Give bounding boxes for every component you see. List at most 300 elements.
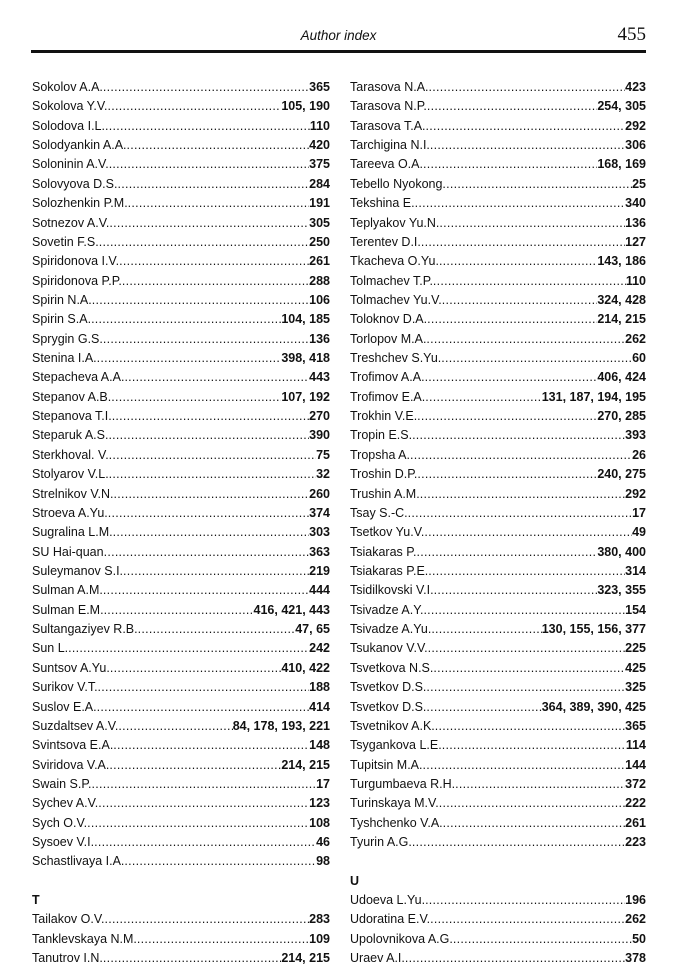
index-entry: [32, 775, 330, 794]
author-name: Sulman E.M.: [32, 602, 104, 617]
dot-leader: [435, 717, 625, 736]
index-entry: [350, 155, 646, 174]
index-entry: [32, 252, 330, 271]
author-name: Sokolov A.A.: [32, 80, 103, 94]
index-entry: [32, 814, 330, 833]
page-references: 262: [625, 912, 646, 927]
author-name: Trokhin V.E.: [350, 409, 418, 424]
author-name: Swain S.P.: [32, 776, 92, 791]
page-references: 188: [309, 680, 330, 695]
index-entry: [350, 465, 646, 484]
author-name: Strelnikov V.N.: [32, 486, 114, 501]
dot-leader: [428, 639, 626, 658]
index-entry: [350, 523, 646, 542]
page-references: 363: [309, 544, 330, 559]
dot-leader: [412, 426, 625, 445]
page-references: 104, 185: [281, 312, 330, 327]
dot-leader: [429, 78, 626, 97]
page-references: 17: [316, 776, 330, 791]
author-name: Trushin A.M.: [350, 486, 420, 501]
page-references: 324, 428: [597, 292, 646, 307]
author-name: Stroeva A.Yu.: [32, 505, 108, 520]
author-name: Toloknov D.A.: [350, 312, 428, 327]
dot-leader: [105, 910, 310, 929]
dot-leader: [420, 485, 625, 504]
page-references: 340: [625, 196, 646, 211]
index-entry: [350, 833, 646, 852]
author-name: Tanklevskaya N.M.: [32, 931, 137, 946]
index-entry: [350, 601, 646, 620]
section-gap: [350, 852, 646, 871]
dot-leader: [433, 272, 626, 291]
author-name: Trofimov A.A.: [350, 370, 425, 385]
dot-leader: [122, 272, 309, 291]
author-name: Tebello Nyokong: [350, 176, 443, 191]
index-entry: [32, 310, 330, 329]
dot-leader: [124, 368, 309, 387]
page-references: 261: [625, 815, 646, 830]
page-references: 26: [632, 447, 646, 462]
author-name: Tsiakaras P.E.: [350, 563, 429, 578]
page-references: 323, 355: [597, 583, 646, 598]
index-entry: [350, 756, 646, 775]
dot-leader: [99, 233, 309, 252]
author-name: Spiridonova I.V.: [32, 254, 120, 269]
author-name: Teplyakov Yu.N.: [350, 215, 440, 230]
dot-leader: [104, 601, 254, 620]
index-column-left: [32, 78, 330, 969]
page-references: 222: [625, 796, 646, 811]
author-name: Tupitsin M.A.: [350, 757, 423, 772]
dot-leader: [128, 194, 309, 213]
page-references: 372: [625, 776, 646, 791]
index-entry: [32, 833, 330, 852]
index-entry: [32, 930, 330, 949]
author-name: Sotnezov A.V.: [32, 215, 110, 230]
author-name: Stepacheva A.A.: [32, 370, 125, 385]
index-entry: [350, 639, 646, 658]
page-references: 225: [625, 641, 646, 656]
author-name: Solodova I.L.: [32, 118, 105, 133]
page-references: 46: [316, 835, 330, 850]
author-name: Sugralina L.M.: [32, 525, 113, 540]
page-references: 47, 65: [295, 622, 330, 637]
index-entry: [32, 388, 330, 407]
index-entry: [350, 949, 646, 968]
dot-leader: [426, 698, 541, 717]
page-references: 314: [625, 563, 646, 578]
index-entry: [32, 485, 330, 504]
index-entry: [350, 775, 646, 794]
dot-leader: [97, 698, 310, 717]
index-entry: [350, 910, 646, 929]
page-references: 214, 215: [281, 757, 330, 772]
author-name: Turinskaya M.V.: [350, 796, 439, 811]
dot-leader: [433, 659, 625, 678]
dot-leader: [94, 833, 316, 852]
author-name: Tsvetnikov A.K.: [350, 718, 435, 733]
author-name: Torlopov M.A.: [350, 331, 427, 346]
page-references: 223: [625, 835, 646, 850]
page-references: 365: [625, 718, 646, 733]
author-name: Tekshina E.: [350, 196, 415, 211]
page-references: 262: [625, 331, 646, 346]
dot-leader: [112, 407, 309, 426]
index-entry: [32, 678, 330, 697]
index-entry: [350, 117, 646, 136]
index-entry: [32, 194, 330, 213]
page-references: 105, 190: [281, 99, 330, 114]
dot-leader: [442, 175, 632, 194]
dot-leader: [92, 291, 309, 310]
dot-leader: [416, 543, 597, 562]
index-entry: [350, 252, 646, 271]
author-name: Suntsov A.Yu.: [32, 660, 110, 675]
author-name: Suslov E.A.: [32, 699, 97, 714]
author-name: Tarasova N.A.: [350, 80, 429, 94]
index-entry: [32, 756, 330, 775]
author-name: SU Hai-quan: [32, 544, 104, 559]
index-entry: [32, 910, 330, 929]
dot-leader: [423, 155, 597, 174]
dot-leader: [103, 78, 309, 97]
author-name: Surikov V.T.: [32, 680, 98, 695]
index-entry: [32, 78, 330, 97]
index-entry: [32, 465, 330, 484]
author-name: Solozhenkin P.M.: [32, 196, 128, 211]
page-references: 196: [625, 893, 646, 908]
author-name: Suzdaltsev A.V.: [32, 718, 119, 733]
dot-leader: [111, 388, 281, 407]
page-references: 364, 389, 390, 425: [541, 699, 646, 714]
index-entry: [32, 949, 330, 968]
dot-leader: [412, 833, 625, 852]
dot-leader: [98, 678, 310, 697]
dot-leader: [137, 930, 309, 949]
author-name: Sych O.V.: [32, 815, 88, 830]
index-entry: [350, 194, 646, 213]
page-references: 254, 305: [597, 99, 646, 114]
index-entry: [350, 678, 646, 697]
page-references: 425: [625, 660, 646, 675]
author-name: Tyurin A.G.: [350, 835, 412, 850]
page-references: 250: [309, 234, 330, 249]
section-gap: [32, 872, 330, 891]
page-references: 423: [625, 80, 646, 94]
author-name: Turgumbaeva R.H.: [350, 776, 456, 791]
index-entry: [350, 426, 646, 445]
page-references: 32: [316, 467, 330, 482]
page-references: 375: [309, 157, 330, 172]
index-entry: [32, 136, 330, 155]
author-name: Upolovnikova A.G.: [350, 931, 453, 946]
page-references: 303: [309, 525, 330, 540]
index-entry: [350, 504, 646, 523]
dot-leader: [113, 736, 309, 755]
dot-leader: [455, 775, 625, 794]
dot-leader: [428, 562, 625, 581]
dot-leader: [439, 214, 625, 233]
page-references: 136: [309, 331, 330, 346]
dot-leader: [103, 581, 309, 600]
index-entry: [32, 620, 330, 639]
dot-leader: [427, 97, 597, 116]
dot-leader: [431, 620, 541, 639]
author-name: Tolmachev T.P.: [350, 273, 433, 288]
index-entry: [350, 330, 646, 349]
index-entry: [350, 175, 646, 194]
author-name: Soloninin A.V.: [32, 157, 109, 172]
dot-leader: [123, 562, 309, 581]
author-name: Stepanova T.I.: [32, 409, 112, 424]
author-name: Svintsova E.A.: [32, 738, 114, 753]
page-number: 455: [617, 24, 646, 45]
index-entry: [350, 930, 646, 949]
index-entry: [350, 562, 646, 581]
author-name: Tropsha A.: [350, 447, 410, 462]
page-references: 393: [625, 428, 646, 443]
author-name: Suleymanov S.I.: [32, 563, 124, 578]
dot-leader: [417, 465, 597, 484]
author-name: Tarasova N.P.: [350, 99, 427, 114]
page-references: 325: [625, 680, 646, 695]
dot-leader: [138, 620, 296, 639]
index-entry: [32, 233, 330, 252]
page-references: 398, 418: [281, 351, 330, 366]
page-references: 109: [309, 931, 330, 946]
index-entry: [32, 581, 330, 600]
index-entry: [350, 97, 646, 116]
index-entry: [350, 388, 646, 407]
dot-leader: [410, 446, 632, 465]
page-references: 365: [309, 80, 330, 94]
index-entry: [350, 620, 646, 639]
author-name: Stepanov A.B.: [32, 389, 112, 404]
dot-leader: [430, 910, 625, 929]
page-references: 270: [309, 409, 330, 424]
author-name: Tolmachev Yu.V.: [350, 292, 442, 307]
page-references: 214, 215: [597, 312, 646, 327]
index-entry: [32, 601, 330, 620]
author-name: Tsivadze A.Y.: [350, 602, 424, 617]
index-entry: [350, 736, 646, 755]
author-name: Tsvetkov D.S.: [350, 680, 427, 695]
dot-leader: [426, 330, 625, 349]
dot-leader: [439, 252, 597, 271]
page-references: 98: [316, 854, 330, 869]
author-name: Sovetin F.S.: [32, 234, 99, 249]
author-name: Uraev A.I.: [350, 951, 405, 966]
index-entry: [32, 175, 330, 194]
dot-leader: [408, 504, 632, 523]
author-name: Tailakov O.V.: [32, 912, 105, 927]
index-entry: [32, 214, 330, 233]
index-entry: [32, 349, 330, 368]
page-references: 292: [625, 486, 646, 501]
dot-leader: [422, 756, 625, 775]
index-entry: [350, 717, 646, 736]
author-name: Spirin N.A.: [32, 292, 92, 307]
page-references: 108: [309, 815, 330, 830]
index-entry: [32, 117, 330, 136]
dot-leader: [109, 155, 309, 174]
page-references: 49: [632, 525, 646, 540]
author-name: Sviridova V.A.: [32, 757, 110, 772]
author-name: Stenina I.A.: [32, 351, 97, 366]
dot-leader: [442, 736, 626, 755]
dot-leader: [425, 388, 541, 407]
page-references: 214, 215: [281, 951, 330, 966]
dot-leader: [124, 852, 316, 871]
dot-leader: [105, 117, 310, 136]
dot-leader: [405, 949, 625, 968]
dot-leader: [98, 794, 309, 813]
page-references: 84, 178, 193, 221: [232, 718, 330, 733]
dot-leader: [104, 543, 310, 562]
author-name: Tsidilkovski V.I.: [350, 583, 434, 598]
author-name: Tsay S.-C.: [350, 505, 408, 520]
index-entry: [32, 407, 330, 426]
author-name: Stolyarov V.L.: [32, 467, 109, 482]
section-letter-u: U: [350, 873, 360, 888]
author-name: Terentev D.I.: [350, 234, 421, 249]
dot-leader: [439, 794, 625, 813]
dot-leader: [68, 639, 309, 658]
page-references: 168, 169: [597, 157, 646, 172]
page-references: 219: [309, 563, 330, 578]
page-references: 25: [632, 176, 646, 191]
page-references: 390: [309, 428, 330, 443]
index-entry: [32, 543, 330, 562]
page-references: 191: [309, 196, 330, 211]
index-entry: [350, 368, 646, 387]
author-name: Treshchev S.Yu.: [350, 351, 442, 366]
author-name: Steparuk A.S.: [32, 428, 109, 443]
page-references: 420: [309, 138, 330, 153]
page-references: 305: [309, 215, 330, 230]
index-entry: [350, 814, 646, 833]
page-references: 406, 424: [597, 370, 646, 385]
dot-leader: [108, 97, 282, 116]
page-references: 50: [632, 931, 646, 946]
index-entry: [350, 310, 646, 329]
author-name: Spiridonova P.P.: [32, 273, 122, 288]
index-entry: [32, 330, 330, 349]
author-name: Tyshchenko V.A.: [350, 815, 443, 830]
dot-leader: [109, 756, 281, 775]
author-name: Spirin S.A.: [32, 312, 92, 327]
page-references: 144: [625, 757, 646, 772]
index-entry: [32, 794, 330, 813]
dot-leader: [87, 814, 309, 833]
author-name: Udoeva L.Yu.: [350, 893, 426, 908]
index-entry: [350, 214, 646, 233]
index-entry: [32, 272, 330, 291]
dot-leader: [117, 175, 309, 194]
dot-leader: [103, 330, 309, 349]
author-name: Solovyova D.S.: [32, 176, 118, 191]
dot-leader: [424, 523, 632, 542]
page-references: 242: [309, 641, 330, 656]
page-references: 416, 421, 443: [253, 602, 330, 617]
page-references: 270, 285: [597, 409, 646, 424]
author-name: Tkacheva O.Yu.: [350, 254, 439, 269]
dot-leader: [423, 601, 625, 620]
author-name: Sysoev V.I.: [32, 835, 95, 850]
index-entry: [350, 272, 646, 291]
index-entry: [32, 852, 330, 871]
page-references: 130, 155, 156, 377: [541, 622, 646, 637]
page-references: 114: [625, 738, 646, 753]
index-column-right: [350, 78, 646, 969]
page-references: 410, 422: [281, 660, 330, 675]
author-name: Sterkhoval. V.: [32, 447, 109, 462]
author-name: Tarasova T.A.: [350, 118, 426, 133]
dot-leader: [91, 310, 281, 329]
index-entry: [32, 504, 330, 523]
index-entry: [32, 97, 330, 116]
dot-leader: [441, 349, 632, 368]
author-name: Tsygankova L.E.: [350, 738, 442, 753]
page-references: 284: [309, 176, 330, 191]
index-entry: [350, 794, 646, 813]
page-references: 443: [309, 370, 330, 385]
dot-leader: [443, 814, 625, 833]
index-entry: [32, 426, 330, 445]
page-references: 60: [632, 351, 646, 366]
author-name: Tsetkov Yu.V.: [350, 525, 425, 540]
page-references: 240, 275: [597, 467, 646, 482]
page-references: 260: [309, 486, 330, 501]
index-entry: [350, 581, 646, 600]
dot-leader: [453, 930, 632, 949]
page-references: 261: [309, 254, 330, 269]
dot-leader: [103, 949, 281, 968]
index-entry: [32, 368, 330, 387]
dot-leader: [113, 523, 310, 542]
page-references: 283: [309, 912, 330, 927]
index-entry: [32, 291, 330, 310]
page-references: 414: [309, 699, 330, 714]
author-name: Tsiakaras P.: [350, 544, 417, 559]
index-entry: [350, 136, 646, 155]
index-entry: [350, 659, 646, 678]
author-name: Schastlivaya I.A.: [32, 854, 125, 869]
page-references: 131, 187, 194, 195: [541, 389, 646, 404]
author-name: Solodyankin A.A.: [32, 138, 127, 153]
page-references: 17: [632, 505, 646, 520]
dot-leader: [415, 194, 626, 213]
author-name: Sokolova Y.V.: [32, 99, 108, 114]
author-name: Sychev A.V.: [32, 796, 99, 811]
page-references: 107, 192: [281, 389, 330, 404]
author-name: Tropin E.S.: [350, 428, 413, 443]
page-references: 306: [625, 138, 646, 153]
author-name: Sun L.: [32, 641, 69, 656]
page-references: 127: [625, 234, 646, 249]
index-entry: [32, 562, 330, 581]
page-references: 444: [309, 583, 330, 598]
dot-leader: [114, 485, 310, 504]
dot-leader: [108, 504, 309, 523]
section-letter-t: T: [32, 893, 40, 908]
author-name: Troshin D.P.: [350, 467, 418, 482]
page-references: 123: [309, 796, 330, 811]
page-references: 75: [316, 447, 330, 462]
index-entry: [350, 698, 646, 717]
author-name: Tanutrov I.N.: [32, 951, 103, 966]
running-title: Author index: [300, 28, 377, 43]
